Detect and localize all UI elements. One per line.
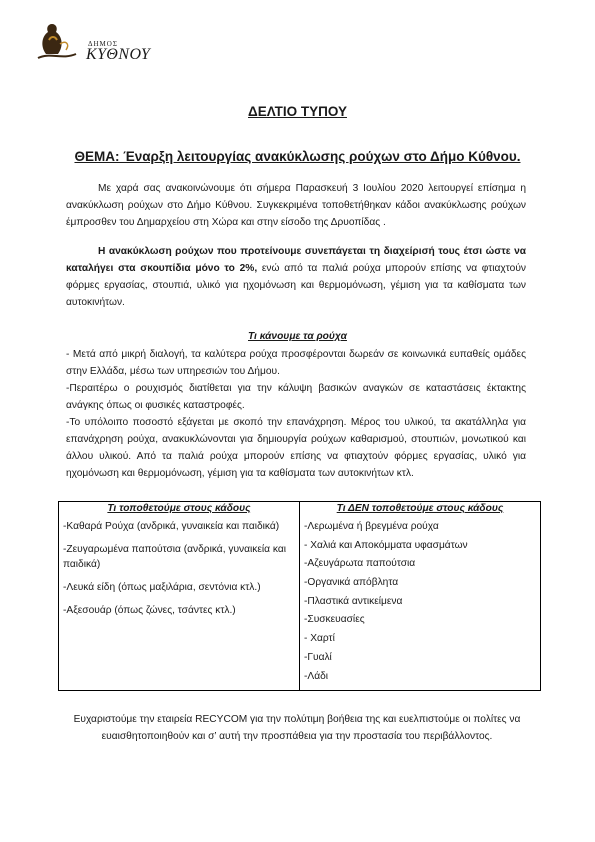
- recycling-paragraph: [66, 243, 526, 311]
- allowed-item: -Καθαρά Ρούχα (ανδρικά, γυναικεία και παιδικά): [63, 521, 280, 532]
- not-allowed-header: Τι ΔΕΝ τοποθετούμε στους κάδους: [336, 503, 504, 514]
- section-list: [66, 346, 526, 482]
- not-allowed-item: - Χαλιά και Αποκόμματα υφασμάτων: [304, 539, 468, 551]
- logo-small-text: ΔΗΜΟΣ: [88, 40, 118, 48]
- not-allowed-item: -Αζευγάρωτα παπούτσια: [304, 558, 416, 570]
- not-allowed-item: - Χαρτί: [304, 633, 335, 645]
- allowed-header: Τι τοποθετούμε στους κάδους: [107, 503, 251, 514]
- subject-heading: ΘΕΜΑ: Έναρξη λειτουργίας ανακύκλωσης ρούχων στο Δήμο Κύθνου.: [74, 149, 521, 164]
- recycling-paragraph-rest: ενώ από τα παλιά ρούχα μπορούν επίσης να φτιαχτούν φόρμες εργασίας, στουπιά, υλικό για ηχομόνωση και θερμομόνωση, γέμιση για τα καθίσματα των αυτοκινήτων.: [66, 263, 526, 308]
- not-allowed-item: -Λερωμένα ή βρεγμένα ρούχα: [304, 521, 439, 532]
- intro-paragraph: Με χαρά σας ανακοινώνουμε ότι σήμερα Παρασκευή 3 Ιουλίου 2020 λειτουργεί επίσημα η ανακύκλωση ρούχων στο Δήμο Κύθνου. Συγκεκριμένα τοποθετήθηκαν κάδοι ανακύκλωσης ρούχων έμπροσθεν του Δημαρχείου στη Χώρα και στην είσοδο της Δρυοπίδας .: [66, 183, 526, 228]
- allowed-item: -Αξεσουάρ (όπως ζώνες, τσάντες κτλ.): [63, 605, 236, 616]
- list-item: -Το υπόλοιπο ποσοστό εξάγεται με σκοπό την επανάχρηση. Μέρος του υλικού, τα ακατάλληλα για επανάχρηση ρούχα, ανακυκλώνονται για δημιουργία ρούχων καθαρισμού, στουπιών, μονωτικού και άλλου υλικού. Από τα παλιά ρούχα μπορούν επίσης να φτιαχτούν φόρμες εργασίας, υλικό για ηχομόνωση και θερμομόνωση, γέμιση για τα καθίσματα των αυτοκινήτων κτλ.: [66, 417, 526, 479]
- page-title: ΔΕΛΤΙΟ ΤΥΠΟΥ: [248, 104, 347, 119]
- closing-paragraph: Ευχαριστούμε την εταιρεία RECYCOM για την πολύτιμη βοήθεια της και ευελπιστούμε οι πολίτες να ευαισθητοποιηθούν και σ’ αυτή την προσπάθεια για την προστασία του περιβάλλοντος.: [73, 714, 521, 742]
- allowed-item: -Ζευγαρωμένα παπούτσια (ανδρικά, γυναικεία και παιδικά): [63, 544, 287, 570]
- not-allowed-item: -Λάδι: [304, 670, 329, 682]
- not-allowed-column: [300, 502, 540, 690]
- recycling-paragraph-bold: Η ανακύκλωση ρούχων που προτείνουμε συνεπάγεται τη διαχείρισή τους έτσι ώστε να καταλήγει στα σκουπίδια μόνο το 2%,: [66, 246, 526, 274]
- not-allowed-item: -Γυαλί: [304, 651, 332, 663]
- list-item: -Περαιτέρω ο ρουχισμός διατίθεται για την κάλυψη βασικών αναγκών σε καταστάσεις έκτακτης ανάγκης όπως οι φυσικές καταστροφές.: [66, 383, 526, 411]
- municipality-logo: [36, 14, 151, 64]
- section-title: Τι κάνουμε τα ρούχα: [248, 331, 347, 342]
- allowed-column: [59, 502, 300, 690]
- not-allowed-item: -Συσκευασίες: [304, 614, 365, 626]
- allowed-item: -Λευκά είδη (όπως μαξιλάρια, σεντόνια κτλ.): [63, 582, 261, 593]
- comparison-table: [58, 501, 541, 691]
- not-allowed-item: -Οργανικά απόβλητα: [304, 577, 399, 589]
- list-item: - Μετά από μικρή διαλογή, τα καλύτερα ρούχα προσφέρονται δωρεάν σε κοινωνικά ευπαθείς ομάδες στην Ελλάδα, μέσω των υπηρεσιών του Δήμου.: [66, 349, 526, 377]
- not-allowed-item: -Πλαστικά αντικείμενα: [304, 595, 403, 607]
- logo-big-text: ΚΥΘΝΟΥ: [86, 46, 151, 63]
